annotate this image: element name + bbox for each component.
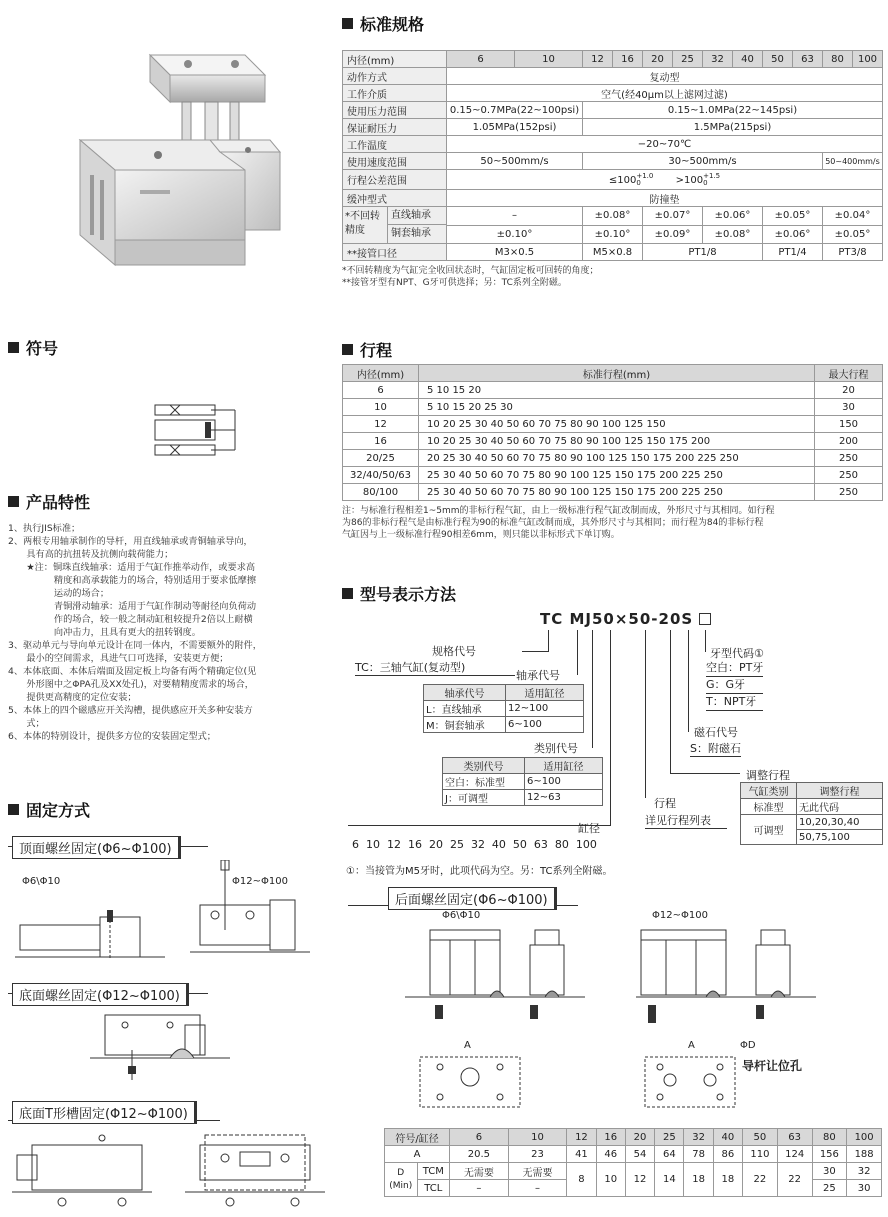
dimension-table <box>384 1128 882 1197</box>
stroke-code-label: 行程 <box>654 797 676 810</box>
stroke-max: 150 <box>815 416 883 433</box>
dim-a2-label: A <box>688 1040 695 1051</box>
spec-label: 行程公差范围 <box>343 170 447 190</box>
model-code-text: TC MJ50×50-20S <box>540 610 694 628</box>
spec-value: ±0.09° <box>643 225 703 244</box>
bearing-code-label: 轴承代号 <box>516 669 560 682</box>
spec-value: ±0.07° <box>643 207 703 226</box>
thread-item: T：NPT牙 <box>706 694 763 711</box>
spec-note: *不回转精度为气缸完全收回状态时，气缸固定板可回转的角度； <box>342 266 599 276</box>
spec-row-proof <box>343 119 883 136</box>
adjust-table <box>740 782 882 845</box>
top-mount-small-drawing <box>15 905 165 965</box>
spec-header-cell: 6 <box>447 51 515 68</box>
spec-value <box>447 170 883 190</box>
dim-label <box>385 1163 418 1197</box>
dim-value: 30 <box>812 1163 847 1180</box>
type-cell: J：可调型 <box>443 790 525 806</box>
thread-item: 空白：PT牙 <box>706 660 763 677</box>
stroke-values: 20 25 30 40 50 60 70 75 80 90 100 125 150 175 200 225 250 <box>419 450 815 467</box>
spec-header-cell: 10 <box>515 51 583 68</box>
table-row <box>343 433 883 450</box>
section-bullet-icon <box>8 804 19 815</box>
spec-header-cell: 40 <box>733 51 763 68</box>
spec-row-cushion <box>343 190 883 207</box>
magnet-code-value: S：附磁石 <box>690 742 741 755</box>
model-code <box>540 610 711 628</box>
dim-header-cell: 50 <box>743 1129 778 1146</box>
feature-line: 最小的空间需求，具进气口可选择，安装更方便； <box>8 653 229 664</box>
guide-hole-label: 导杆让位孔 <box>742 1059 803 1073</box>
dim-header-cell: 10 <box>508 1129 567 1146</box>
section-bullet-icon <box>342 588 353 599</box>
linear-label: 直线轴承 <box>388 207 446 225</box>
stroke-bore: 16 <box>343 433 419 450</box>
spec-code-label: 规格代号 <box>432 645 476 658</box>
dim-value: 41 <box>567 1146 596 1163</box>
feature-line: 向冲击力，且具有更大的扭转钢度。 <box>8 627 201 638</box>
mount-rear-label: 后面螺丝固定(Φ6~Φ100) <box>388 887 557 910</box>
feature-line: 作的场合，较一般之制动缸租较提升2倍以上耐横 <box>8 614 253 625</box>
bottom-mount-drawing <box>90 1010 230 1090</box>
symbol-title-text: 符号 <box>26 339 59 358</box>
spec-label <box>343 207 447 244</box>
dim-value: 18 <box>684 1163 713 1197</box>
stroke-values: 25 30 40 50 60 70 75 80 90 100 125 150 175 200 225 250 <box>419 484 815 501</box>
stroke-header-row <box>343 365 883 382</box>
stroke-bore: 10 <box>343 399 419 416</box>
model-title-text: 型号表示方法 <box>360 585 457 604</box>
adjust-cell: 无此代码 <box>797 799 883 815</box>
spec-row-tolerance <box>343 170 883 190</box>
dim-value: 64 <box>655 1146 684 1163</box>
dim-value: – <box>508 1180 567 1197</box>
spec-value: 50~500mm/s <box>447 153 583 170</box>
tslot-mount-large-drawing <box>185 1130 325 1210</box>
stroke-table <box>342 364 882 541</box>
spec-header-cell: 100 <box>853 51 883 68</box>
feature-line: 运动的场合； <box>8 588 110 599</box>
dim-header-cell: 25 <box>655 1129 684 1146</box>
spec-value: ±0.04° <box>823 207 883 226</box>
spec-value: – <box>447 207 583 226</box>
stroke-code-value: 详见行程列表 <box>645 812 727 829</box>
spec-section-title <box>342 12 424 35</box>
stroke-bore: 32/40/50/63 <box>343 467 419 484</box>
thread-list <box>706 660 763 711</box>
spec-value: 1.5MPa(215psi) <box>583 119 883 136</box>
stroke-values: 25 30 40 50 60 70 75 80 90 100 125 150 175 200 225 250 <box>419 467 815 484</box>
stroke-bore: 80/100 <box>343 484 419 501</box>
mount-top-a: Φ6\Φ10 <box>22 876 61 887</box>
feature-line: 外形图中之ΦPA孔及XX处孔)，对要精精度需求的场合， <box>8 679 254 690</box>
dim-value: 32 <box>847 1163 882 1180</box>
bearing-cell: L：直线轴承 <box>424 701 506 717</box>
symbol-section-title <box>8 336 58 359</box>
spec-row-speed <box>343 153 883 170</box>
spec-label: 保证耐压力 <box>343 119 447 136</box>
stroke-note: 气缸因与上一级标准行程90相差6mm，则只能以非标形式下单订购。 <box>342 530 620 540</box>
dim-value: 20.5 <box>450 1146 509 1163</box>
spec-row-port <box>343 244 883 261</box>
spec-header-cell: 80 <box>823 51 853 68</box>
spec-header-cell: 50 <box>763 51 793 68</box>
section-bullet-icon <box>342 344 353 355</box>
stroke-bore: 6 <box>343 382 419 399</box>
product-photo <box>70 40 290 300</box>
spec-label: 缓冲型式 <box>343 190 447 207</box>
stroke-values: 5 10 15 20 25 30 <box>419 399 815 416</box>
dim-value: 22 <box>743 1163 778 1197</box>
adjust-cell: 50,75,100 <box>797 830 883 845</box>
spec-header-cell: 20 <box>643 51 673 68</box>
feature-line: 具有高的抗扭转及抗侧向载荷能力； <box>8 549 174 560</box>
stroke-title-text: 行程 <box>360 341 393 360</box>
feature-line: ★注：铜珠直线轴承：适用于气缸作推举动作，或要求高 <box>8 562 256 573</box>
mount-tslot-label: 底面T形槽固定(Φ12~Φ100) <box>12 1101 197 1124</box>
section-bullet-icon <box>8 496 19 507</box>
bearing-cell: 12~100 <box>506 701 584 717</box>
dim-label: A <box>385 1146 450 1163</box>
mount-rear-a: Φ6\Φ10 <box>442 910 481 921</box>
spec-row-action <box>343 68 883 85</box>
tol-b-sup: +1.5 <box>703 171 721 180</box>
table-row <box>343 416 883 433</box>
feature-line: 5、本体上的四个磁感应开关沟槽，提供感应开关多种安装方 <box>8 705 253 716</box>
spec-value: ±0.10° <box>447 225 583 244</box>
stroke-bore: 20/25 <box>343 450 419 467</box>
stroke-values: 5 10 15 20 <box>419 382 815 399</box>
spec-value: 防撞垫 <box>447 190 883 207</box>
cylinder-symbol-diagram <box>150 400 240 460</box>
type-cell: 12~63 <box>525 790 603 806</box>
tol-b: >100 <box>675 174 704 186</box>
dim-d-label: ΦD <box>740 1040 756 1051</box>
spec-value: ±0.06° <box>703 207 763 226</box>
dim-header-cell: 12 <box>567 1129 596 1146</box>
spec-value: 50~400mm/s <box>823 153 883 170</box>
spec-header-row <box>343 51 883 68</box>
dim-value: 8 <box>567 1163 596 1197</box>
dim-header-cell: 6 <box>450 1129 509 1146</box>
dim-value: 22 <box>777 1163 812 1197</box>
spec-value: ±0.10° <box>583 225 643 244</box>
dim-value: 156 <box>812 1146 847 1163</box>
spec-value: ±0.08° <box>703 225 763 244</box>
stroke-max: 250 <box>815 467 883 484</box>
spec-header-cell: 63 <box>793 51 823 68</box>
bronze-label: 铜套轴承 <box>391 228 431 239</box>
feature-line: 3、驱动单元与导向单元设计在同一体内，不需要额外的附件， <box>8 640 262 651</box>
spec-value: ±0.05° <box>823 225 883 244</box>
adjust-stroke-label: 调整行程 <box>746 769 790 782</box>
dim-value: 14 <box>655 1163 684 1197</box>
dim-value: 25 <box>812 1180 847 1197</box>
mount-top-b: Φ12~Φ100 <box>232 876 288 887</box>
spec-table <box>342 50 882 289</box>
dim-a-label: A <box>464 1040 471 1051</box>
dim-value: 18 <box>713 1163 742 1197</box>
spec-header-cell: 12 <box>583 51 613 68</box>
spec-label: 动作方式 <box>343 68 447 85</box>
type-head: 适用缸径 <box>525 758 603 774</box>
dim-row-tcm <box>385 1163 882 1180</box>
stroke-section-title <box>342 338 392 361</box>
feature-line: 精度和高承载能力的场合，特别适用于要求低摩擦 <box>8 575 257 586</box>
spec-value: PT3/8 <box>823 244 883 261</box>
bearing-cell: 6~100 <box>506 717 584 733</box>
dim-value: 124 <box>777 1146 812 1163</box>
dim-header-cell: 符号/缸径 <box>385 1129 450 1146</box>
dim-value: 46 <box>596 1146 625 1163</box>
dim-value: 无需要 <box>450 1163 509 1180</box>
empty-box-icon <box>699 613 711 625</box>
spec-header-cell: 25 <box>673 51 703 68</box>
bearing-table <box>423 684 583 733</box>
stroke-max: 250 <box>815 484 883 501</box>
spec-value: −20~70℃ <box>447 136 883 153</box>
stroke-bore: 12 <box>343 416 419 433</box>
dim-value: 86 <box>713 1146 742 1163</box>
spec-value: 空气(经40μm以上滤网过滤) <box>447 85 883 102</box>
bore-label: 缸径 <box>578 822 600 835</box>
dim-header-row <box>385 1129 882 1146</box>
dim-value: 30 <box>847 1180 882 1197</box>
adjust-head: 气缸类别 <box>741 783 797 799</box>
spec-value: 复动型 <box>447 68 883 85</box>
spec-value: M3×0.5 <box>447 244 583 261</box>
dim-value: 23 <box>508 1146 567 1163</box>
spec-label: 工作温度 <box>343 136 447 153</box>
table-row <box>343 382 883 399</box>
adjust-cell: 10,20,30,40 <box>797 815 883 830</box>
stroke-values: 10 20 25 30 40 50 60 70 75 80 90 100 125 150 175 200 <box>419 433 815 450</box>
dim-row-a <box>385 1146 882 1163</box>
dim-sub-label: TCM <box>417 1163 450 1180</box>
stroke-values: 10 20 25 30 40 50 60 70 75 80 90 100 125 150 <box>419 416 815 433</box>
spec-label: **接管口径 <box>343 244 447 261</box>
mount-bottom-label: 底面螺丝固定(Φ12~Φ100) <box>12 983 189 1006</box>
table-row <box>343 484 883 501</box>
stroke-max: 20 <box>815 382 883 399</box>
dim-sub-label: TCL <box>417 1180 450 1197</box>
stroke-header-cell: 标准行程(mm) <box>419 365 815 382</box>
adjust-cell: 可调型 <box>741 815 797 845</box>
feature-line: 青铜滑动轴承：适用于气缸作制动等耐径向负荷动 <box>8 601 257 612</box>
dim-header-cell: 20 <box>625 1129 654 1146</box>
type-table <box>442 757 602 806</box>
mounting-section-title <box>8 798 90 821</box>
spec-row-medium <box>343 85 883 102</box>
table-row <box>343 399 883 416</box>
stroke-header-cell: 内径(mm) <box>343 365 419 382</box>
spec-label: 使用速度范围 <box>343 153 447 170</box>
adjust-cell: 标准型 <box>741 799 797 815</box>
spec-label: 使用压力范围 <box>343 102 447 119</box>
dim-value: 10 <box>596 1163 625 1197</box>
dim-header-cell: 80 <box>812 1129 847 1146</box>
spec-value: ±0.05° <box>763 207 823 226</box>
dim-value: 54 <box>625 1146 654 1163</box>
type-cell: 空白：标准型 <box>443 774 525 790</box>
spec-header-cell: 16 <box>613 51 643 68</box>
spec-value: ±0.08° <box>583 207 643 226</box>
model-footnote: ①：当接管为M5牙时，此项代码为空。另：TC系列全附磁。 <box>346 866 613 877</box>
stroke-header-cell: 最大行程 <box>815 365 883 382</box>
thread-code-label: 牙型代码① <box>710 647 764 660</box>
section-bullet-icon <box>8 342 19 353</box>
top-mount-large-drawing <box>190 860 310 960</box>
dim-header-cell: 63 <box>777 1129 812 1146</box>
feature-line: 式； <box>8 718 45 729</box>
rear-mount-large-drawing <box>636 925 816 1035</box>
features-title-text: 产品特性 <box>26 493 91 512</box>
spec-value: 0.15~0.7MPa(22~100psi) <box>447 102 583 119</box>
rot-label: *不回转精度 <box>345 211 380 236</box>
stroke-note: 注：与标准行程相差1~5mm的非标行程气缸，由上一级标准行程气缸改制而成，外形尺寸与其相同。如行程 <box>342 506 775 516</box>
dim-value: 110 <box>743 1146 778 1163</box>
tslot-mount-small-drawing <box>12 1130 152 1210</box>
type-code-label: 类别代号 <box>534 742 578 755</box>
tol-a: ≤100 <box>608 174 637 186</box>
table-row <box>343 450 883 467</box>
tol-a-sub: 0 <box>636 178 641 187</box>
bearing-head: 轴承代号 <box>424 685 506 701</box>
dim-value: 78 <box>684 1146 713 1163</box>
stroke-max: 30 <box>815 399 883 416</box>
spec-value: 30~500mm/s <box>583 153 823 170</box>
bearing-cell: M：铜套轴承 <box>424 717 506 733</box>
spec-header-cell: 内径(mm) <box>343 51 447 68</box>
spec-value: 1.05MPa(152psi) <box>447 119 583 136</box>
tol-a-sup: +1.0 <box>636 171 654 180</box>
rear-plate-small-drawing <box>415 1052 525 1112</box>
feature-line: 1、执行JIS标准； <box>8 523 81 534</box>
spec-label: 工作介质 <box>343 85 447 102</box>
spec-value: 0.15~1.0MPa(22~145psi) <box>583 102 883 119</box>
feature-line: 提供更高精度的定位安装； <box>8 692 137 703</box>
spec-title-text: 标准规格 <box>360 15 425 34</box>
magnet-code-label: 磁石代号 <box>694 726 738 739</box>
mount-rear-b: Φ12~Φ100 <box>652 910 708 921</box>
stroke-max: 250 <box>815 450 883 467</box>
feature-line: 4、本体底面、本体后端面及固定板上均备有两个精确定位(见 <box>8 666 257 677</box>
mounting-title-text: 固定方式 <box>26 801 91 820</box>
spec-value: M5×0.8 <box>583 244 643 261</box>
dim-header-cell: 100 <box>847 1129 882 1146</box>
bore-values: 6 10 12 16 20 25 32 40 50 63 80 100 <box>352 838 597 851</box>
adjust-head: 调整行程 <box>797 783 883 799</box>
tol-b-sub: 0 <box>703 178 708 187</box>
feature-line: 6、本体的特别设计，提供多方位的安装固定型式； <box>8 731 216 742</box>
dim-value: – <box>450 1180 509 1197</box>
spec-value: PT1/8 <box>643 244 763 261</box>
stroke-note: 为86的非标行程气是由标准行程为90的标准气缸改制而成，其外形尺寸与其相同；而行程为84的非标行程 <box>342 518 764 528</box>
dim-header-cell: 16 <box>596 1129 625 1146</box>
mount-top-label: 顶面螺丝固定(Φ6~Φ100) <box>12 836 181 859</box>
dim-min-text: (Min) <box>389 1180 413 1191</box>
spec-note: **接管牙型有NPT、G牙可供选择；另：TC系列全附磁。 <box>342 278 567 288</box>
type-head: 类别代号 <box>443 758 525 774</box>
dim-value: 无需要 <box>508 1163 567 1180</box>
spec-row-linear <box>343 207 883 226</box>
type-cell: 6~100 <box>525 774 603 790</box>
dim-value: 12 <box>625 1163 654 1197</box>
dim-header-cell: 32 <box>684 1129 713 1146</box>
dim-value: 188 <box>847 1146 882 1163</box>
features-section-title <box>8 490 90 513</box>
features-list <box>8 522 328 743</box>
spec-row-temp <box>343 136 883 153</box>
dim-d-text: D <box>397 1167 405 1178</box>
rear-plate-large-drawing <box>640 1052 740 1112</box>
dim-header-cell: 40 <box>713 1129 742 1146</box>
table-row <box>343 467 883 484</box>
rear-mount-small-drawing <box>405 925 585 1035</box>
section-bullet-icon <box>342 18 353 29</box>
spec-value: ±0.06° <box>763 225 823 244</box>
spec-row-pressure <box>343 102 883 119</box>
stroke-max: 200 <box>815 433 883 450</box>
thread-item: G：G牙 <box>706 677 763 694</box>
spec-header-cell: 32 <box>703 51 733 68</box>
bearing-head: 适用缸径 <box>506 685 584 701</box>
spec-code-value: TC：三轴气缸(复动型) <box>355 659 515 676</box>
feature-line: 2、两根专用轴承制作的导杆，用直线轴承或青铜轴承导向， <box>8 536 253 547</box>
model-section-title <box>342 582 456 605</box>
spec-value: PT1/4 <box>763 244 823 261</box>
